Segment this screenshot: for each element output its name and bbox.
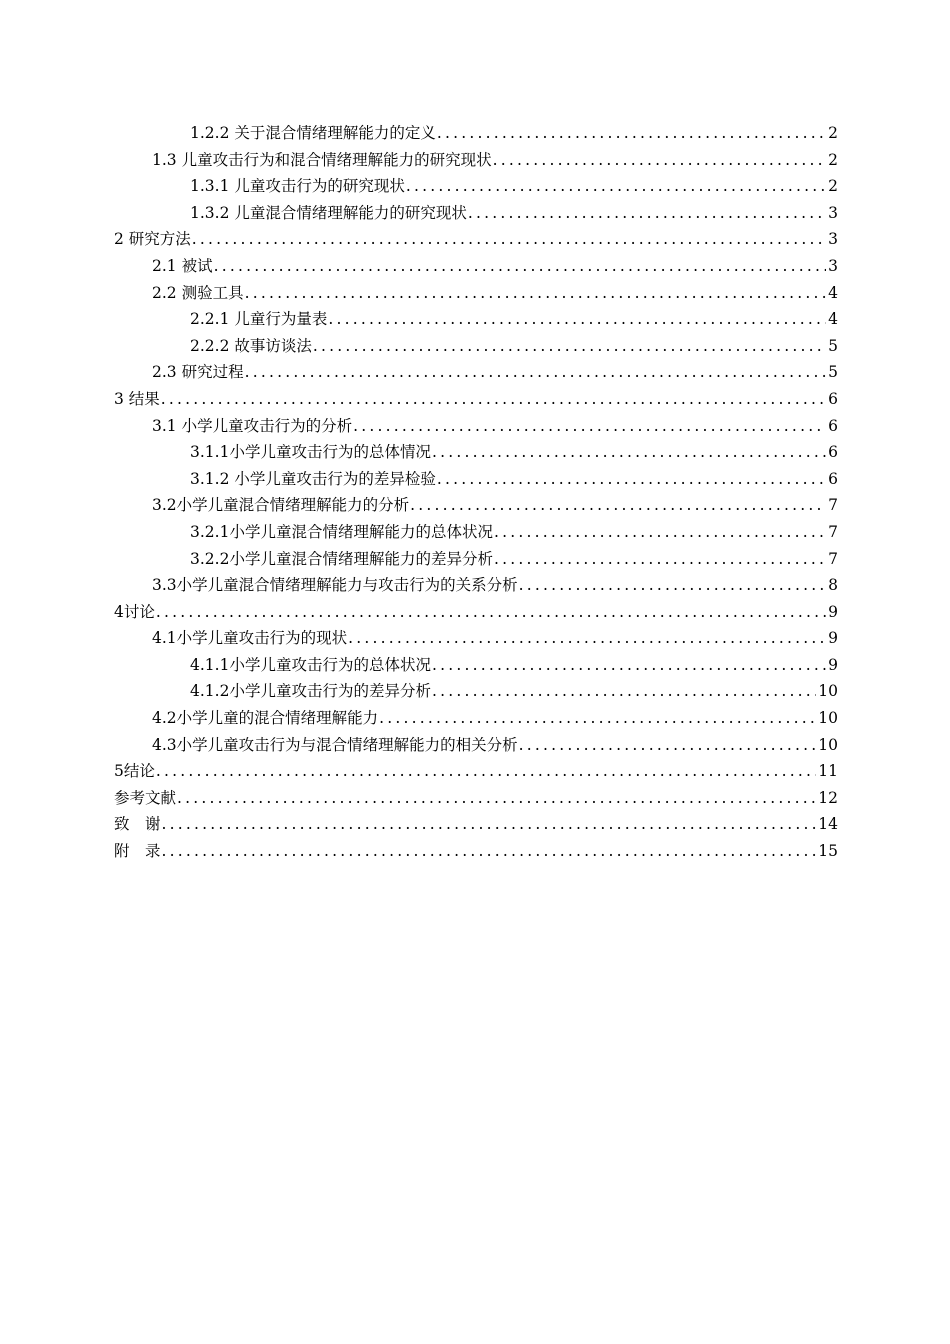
toc-dot-leader bbox=[432, 678, 816, 705]
toc-entry-page-number: 3 bbox=[828, 256, 838, 275]
toc-dot-leader bbox=[410, 492, 826, 519]
toc-dot-leader bbox=[156, 758, 816, 785]
toc-entry-page-number: 10 bbox=[818, 735, 838, 754]
toc-entry[interactable] bbox=[114, 147, 838, 174]
toc-entry-page-number: 10 bbox=[818, 682, 838, 701]
toc-entry-title: 2.1 被试 bbox=[152, 256, 213, 275]
toc-dot-leader bbox=[437, 120, 826, 147]
toc-entry-page-number: 2 bbox=[828, 177, 838, 196]
toc-entry[interactable] bbox=[114, 519, 838, 546]
toc-entry[interactable] bbox=[114, 492, 838, 519]
toc-dot-leader bbox=[406, 173, 826, 200]
toc-entry-title: 2.2.2 故事访谈法 bbox=[190, 336, 312, 355]
toc-dot-leader bbox=[519, 572, 826, 599]
toc-entry[interactable] bbox=[114, 599, 838, 626]
toc-dot-leader bbox=[468, 200, 826, 227]
toc-entry-title: 3.3小学儿童混合情绪理解能力与攻击行为的关系分析 bbox=[152, 576, 518, 595]
toc-entry[interactable] bbox=[114, 705, 838, 732]
toc-entry[interactable] bbox=[114, 546, 838, 573]
toc-entry-title: 1.3.1 儿童攻击行为的研究现状 bbox=[190, 177, 405, 196]
toc-entry-page-number: 9 bbox=[828, 602, 838, 621]
toc-dot-leader bbox=[519, 732, 817, 759]
toc-entry-title: 4.2小学儿童的混合情绪理解能力 bbox=[152, 709, 379, 728]
toc-entry-title: 致 谢 bbox=[114, 815, 161, 834]
toc-entry-title: 2.2.1 儿童行为量表 bbox=[190, 310, 328, 329]
toc-dot-leader bbox=[192, 226, 826, 253]
toc-dot-leader bbox=[353, 413, 826, 440]
toc-dot-leader bbox=[432, 652, 826, 679]
toc-entry-title: 2.2 测验工具 bbox=[152, 283, 244, 302]
toc-entry[interactable] bbox=[114, 758, 838, 785]
toc-entry[interactable] bbox=[114, 732, 838, 759]
toc-entry-title: 1.3 儿童攻击行为和混合情绪理解能力的研究现状 bbox=[152, 150, 492, 169]
toc-entry-page-number: 12 bbox=[818, 788, 838, 807]
toc-dot-leader bbox=[245, 359, 827, 386]
toc-entry-title: 3.1.1小学儿童攻击行为的总体情况 bbox=[190, 443, 431, 462]
toc-entry-title: 参考文献 bbox=[114, 788, 177, 807]
toc-entry[interactable] bbox=[114, 572, 838, 599]
table-of-contents bbox=[114, 120, 838, 865]
toc-entry-page-number: 6 bbox=[828, 416, 838, 435]
toc-entry-title: 4.1.1小学儿童攻击行为的总体状况 bbox=[190, 655, 431, 674]
toc-entry-title: 3.2小学儿童混合情绪理解能力的分析 bbox=[152, 496, 410, 515]
toc-entry[interactable] bbox=[114, 306, 838, 333]
toc-entry-page-number: 5 bbox=[828, 336, 838, 355]
toc-entry[interactable] bbox=[114, 280, 838, 307]
toc-entry-title: 2 研究方法 bbox=[114, 230, 191, 249]
toc-entry-page-number: 3 bbox=[828, 203, 838, 222]
toc-entry-page-number: 5 bbox=[828, 363, 838, 382]
toc-entry[interactable] bbox=[114, 678, 838, 705]
toc-dot-leader bbox=[494, 519, 826, 546]
toc-entry-title: 4.3小学儿童攻击行为与混合情绪理解能力的相关分析 bbox=[152, 735, 518, 754]
toc-entry[interactable] bbox=[114, 173, 838, 200]
toc-dot-leader bbox=[162, 838, 817, 865]
toc-entry-page-number: 14 bbox=[818, 815, 838, 834]
toc-entry-title: 4.1.2小学儿童攻击行为的差异分析 bbox=[190, 682, 431, 701]
toc-entry-page-number: 4 bbox=[828, 310, 838, 329]
toc-dot-leader bbox=[313, 333, 826, 360]
toc-entry-title: 2.3 研究过程 bbox=[152, 363, 244, 382]
toc-dot-leader bbox=[494, 546, 826, 573]
toc-entry-title: 附 录 bbox=[114, 842, 161, 861]
toc-dot-leader bbox=[177, 785, 816, 812]
toc-entry[interactable] bbox=[114, 838, 838, 865]
toc-entry[interactable] bbox=[114, 200, 838, 227]
toc-entry-title: 3.2.2小学儿童混合情绪理解能力的差异分析 bbox=[190, 549, 493, 568]
toc-entry-title: 3.2.1小学儿童混合情绪理解能力的总体状况 bbox=[190, 522, 493, 541]
toc-entry[interactable] bbox=[114, 439, 838, 466]
toc-entry[interactable] bbox=[114, 466, 838, 493]
toc-dot-leader bbox=[162, 811, 817, 838]
toc-entry-page-number: 6 bbox=[828, 389, 838, 408]
toc-entry-title: 4讨论 bbox=[114, 602, 155, 621]
toc-entry[interactable] bbox=[114, 652, 838, 679]
toc-entry-page-number: 8 bbox=[828, 576, 838, 595]
toc-entry-title: 4.1小学儿童攻击行为的现状 bbox=[152, 629, 348, 648]
toc-entry[interactable] bbox=[114, 120, 838, 147]
toc-entry-page-number: 9 bbox=[828, 655, 838, 674]
toc-dot-leader bbox=[161, 386, 826, 413]
toc-dot-leader bbox=[432, 439, 826, 466]
toc-dot-leader bbox=[245, 280, 827, 307]
toc-entry-page-number: 2 bbox=[828, 150, 838, 169]
toc-entry-page-number: 6 bbox=[828, 469, 838, 488]
toc-entry[interactable] bbox=[114, 811, 838, 838]
toc-entry-page-number: 10 bbox=[818, 709, 838, 728]
toc-entry[interactable] bbox=[114, 359, 838, 386]
toc-dot-leader bbox=[437, 466, 826, 493]
toc-entry-page-number: 9 bbox=[828, 629, 838, 648]
toc-entry-page-number: 7 bbox=[828, 549, 838, 568]
toc-entry-page-number: 4 bbox=[828, 283, 838, 302]
toc-entry[interactable] bbox=[114, 226, 838, 253]
toc-entry-title: 5结论 bbox=[114, 762, 155, 781]
toc-entry[interactable] bbox=[114, 413, 838, 440]
toc-entry-title: 3.1.2 小学儿童攻击行为的差异检验 bbox=[190, 469, 436, 488]
toc-entry[interactable] bbox=[114, 625, 838, 652]
toc-entry-page-number: 7 bbox=[828, 496, 838, 515]
toc-dot-leader bbox=[379, 705, 816, 732]
toc-dot-leader bbox=[493, 147, 827, 174]
toc-entry[interactable] bbox=[114, 785, 838, 812]
toc-entry-page-number: 2 bbox=[828, 124, 838, 142]
toc-entry-title: 3 结果 bbox=[114, 389, 160, 408]
toc-entry[interactable] bbox=[114, 253, 838, 280]
toc-entry-page-number: 15 bbox=[818, 842, 838, 861]
toc-entry[interactable] bbox=[114, 333, 838, 360]
toc-dot-leader bbox=[214, 253, 827, 280]
toc-dot-leader bbox=[328, 306, 826, 333]
toc-dot-leader bbox=[348, 625, 826, 652]
toc-entry-title: 1.2.2 关于混合情绪理解能力的定义 bbox=[190, 124, 436, 142]
toc-entry-title: 1.3.2 儿童混合情绪理解能力的研究现状 bbox=[190, 203, 467, 222]
toc-entry-page-number: 11 bbox=[818, 762, 838, 781]
toc-dot-leader bbox=[156, 599, 826, 626]
toc-entry-title: 3.1 小学儿童攻击行为的分析 bbox=[152, 416, 353, 435]
toc-entry[interactable] bbox=[114, 386, 838, 413]
toc-entry-page-number: 3 bbox=[828, 230, 838, 249]
toc-entry-page-number: 6 bbox=[828, 443, 838, 462]
toc-entry-page-number: 7 bbox=[828, 522, 838, 541]
